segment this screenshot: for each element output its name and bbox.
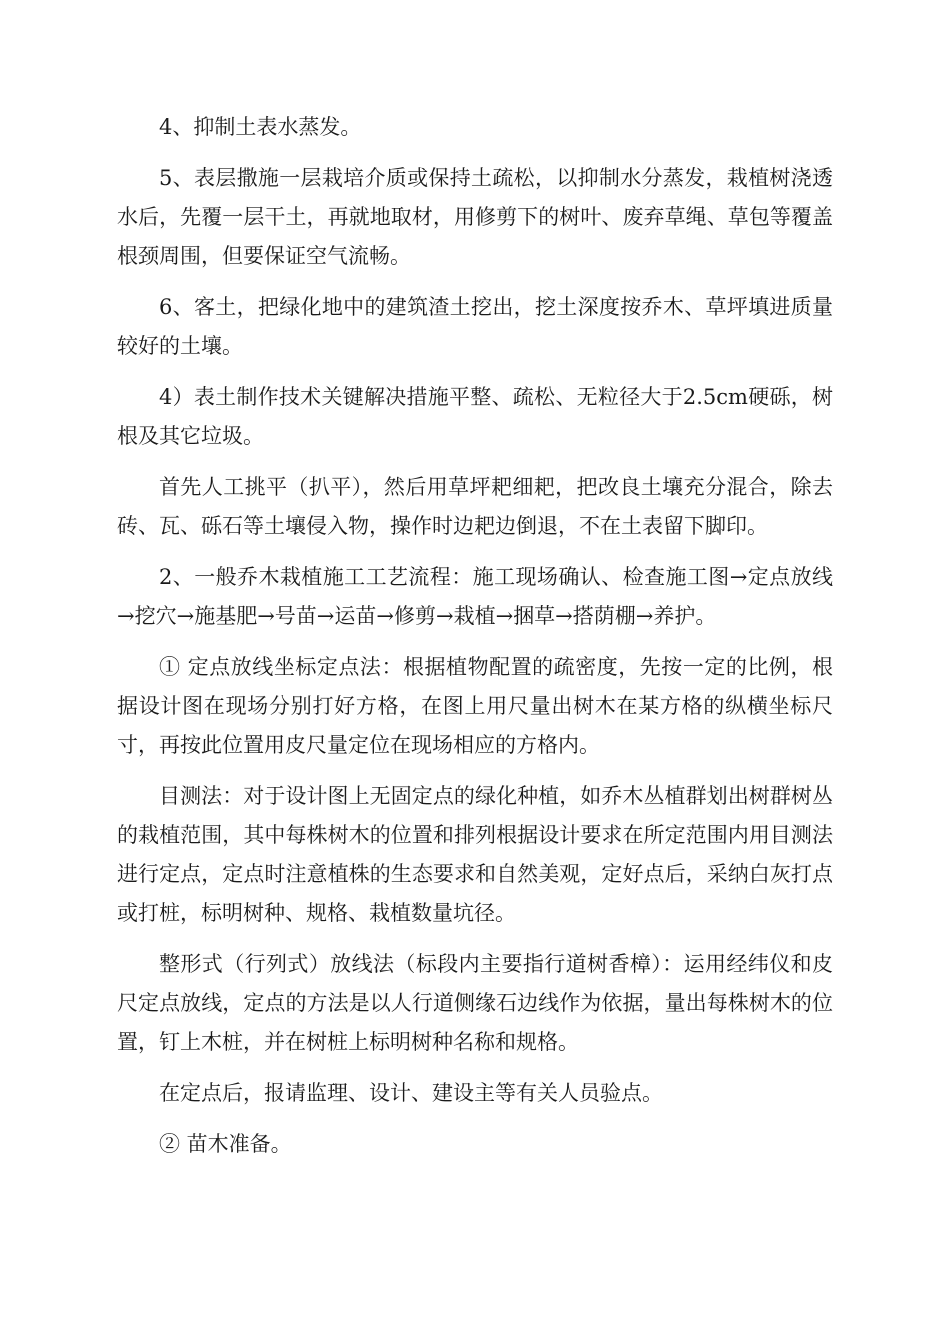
document-body [117, 108, 833, 1176]
paragraph-seedling-prep: ② 苗木准备。 [159, 1132, 292, 1156]
paragraph-coordinate-method: ① 定点放线坐标定点法：根据植物配置的疏密度，先按一定的比例，根据设计图在现场分别打好方格，在图上用尺量出树木在某方格的纵横坐标尺寸，再按此位置用皮尺量定位在现场相应的方格内。 [117, 655, 833, 757]
paragraph-topsoil-measures: 4）表土制作技术关键解决措施平整、疏松、无粒径大于2.5cm硬砾，树根及其它垃圾。 [117, 385, 833, 448]
paragraph-planting-process: 2、一般乔木栽植施工工艺流程：施工现场确认、检查施工图→定点放线→挖穴→施基肥→号苗→运苗→修剪→栽植→捆草→搭荫棚→养护。 [117, 565, 833, 628]
paragraph-evaporation-heading: 4、抑制土表水蒸发。 [159, 115, 362, 139]
paragraph-inspection: 在定点后，报请监理、设计、建设主等有关人员验点。 [159, 1081, 663, 1105]
paragraph-leveling: 首先人工挑平（扒平），然后用草坪耙细耙，把改良土壤充分混合，除去砖、瓦、砾石等土壤侵入物，操作时边耙边倒退，不在土表留下脚印。 [117, 475, 833, 538]
paragraph-soil-replacement: 6、客土，把绿化地中的建筑渣土挖出，挖土深度按乔木、草坪填进质量较好的土壤。 [117, 295, 833, 358]
paragraph-row-method: 整形式（行列式）放线法（标段内主要指行道树香樟）：运用经纬仪和皮尺定点放线，定点的方法是以人行道侧缘石边线作为依据，量出每株树木的位置，钉上木桩，并在树桩上标明树种名称和规格。 [117, 952, 833, 1054]
paragraph-visual-method: 目测法：对于设计图上无固定点的绿化种植，如乔木丛植群划出树群树丛的栽植范围，其中每株树木的位置和排列根据设计要求在所定范围内用目测法进行定点，定点时注意植株的生态要求和自然美观，定好点后，采纳白灰打点或打桩，标明树种、规格、栽植数量坑径。 [117, 784, 833, 925]
paragraph-surface-mulch: 5、表层撒施一层栽培介质或保持土疏松，以抑制水分蒸发，栽植树浇透水后，先覆一层干土，再就地取材，用修剪下的树叶、废弃草绳、草包等覆盖根颈周围，但要保证空气流畅。 [117, 166, 833, 268]
